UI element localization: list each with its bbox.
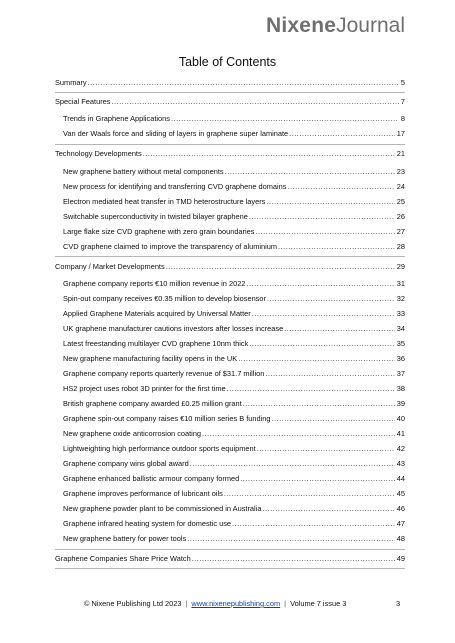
toc-section-entry[interactable] bbox=[55, 262, 405, 271]
toc-article-entry[interactable] bbox=[55, 339, 405, 348]
toc-article-entry[interactable] bbox=[55, 167, 405, 176]
toc-entry-title: New graphene powder plant to be commissioned in Australia bbox=[63, 504, 262, 513]
toc-entry-title: Graphene company reports quarterly revenue of $31.7 million bbox=[63, 369, 265, 378]
toc-entry-page: 47 bbox=[396, 519, 405, 528]
toc-entry-page: 45 bbox=[396, 489, 405, 498]
toc-leader-dots bbox=[289, 129, 395, 138]
toc-article-entry[interactable] bbox=[55, 242, 405, 251]
toc-entry-title: New process for identifying and transferring CVD graphene domains bbox=[63, 181, 287, 191]
toc-article-entry[interactable] bbox=[55, 324, 405, 333]
toc-leader-dots bbox=[232, 519, 395, 528]
toc-article-entry[interactable] bbox=[55, 429, 405, 438]
toc-article-entry[interactable] bbox=[55, 369, 405, 378]
toc-leader-dots bbox=[266, 197, 394, 206]
toc-entry-page: 26 bbox=[396, 211, 405, 221]
section-divider bbox=[55, 549, 405, 550]
toc-entry-title: Graphene Companies Share Price Watch bbox=[55, 554, 191, 563]
toc-article-entry[interactable] bbox=[55, 399, 405, 408]
toc-entry-page: 24 bbox=[396, 181, 405, 191]
section-divider bbox=[55, 568, 405, 569]
toc-article-entry[interactable] bbox=[55, 489, 405, 498]
toc-entry-page: 27 bbox=[396, 226, 405, 236]
footer-copyright: © Nixene Publishing Ltd 2023 bbox=[84, 599, 182, 608]
toc-leader-dots bbox=[88, 78, 399, 87]
toc-entry-title: Spin-out company receives €0.35 million to develop biosensor bbox=[63, 294, 266, 303]
toc-entry-title: Graphene enhanced ballistic armour company formed bbox=[63, 474, 240, 483]
toc-entry-page: 49 bbox=[396, 554, 405, 563]
toc-entry-title: Graphene company reports €10 million revenue in 2022 bbox=[63, 279, 246, 288]
toc-leader-dots bbox=[271, 414, 394, 423]
toc-entry-title: Applied Graphene Materials acquired by Universal Matter bbox=[63, 309, 251, 318]
toc-article-entry[interactable] bbox=[55, 129, 405, 138]
toc-entry-title: British graphene company awarded £0.25 million grant bbox=[63, 399, 242, 408]
toc-leader-dots bbox=[267, 294, 395, 303]
toc-entry-title: Graphene spin-out company raises €10 million series B funding bbox=[63, 414, 271, 423]
toc-entry-title: HS2 project uses robot 3D printer for the first time bbox=[63, 384, 226, 393]
toc-article-entry[interactable] bbox=[55, 182, 405, 191]
toc-article-entry[interactable] bbox=[55, 474, 405, 483]
toc-article-entry[interactable] bbox=[55, 354, 405, 363]
toc-entry-page: 44 bbox=[396, 474, 405, 483]
toc-section-entry[interactable] bbox=[55, 149, 405, 158]
toc-article-entry[interactable] bbox=[55, 504, 405, 513]
toc-entry-title: Technology Developments bbox=[55, 149, 142, 158]
toc-article-entry[interactable] bbox=[55, 197, 405, 206]
toc-article-entry[interactable] bbox=[55, 414, 405, 423]
toc-leader-dots bbox=[224, 489, 395, 498]
toc-article-entry[interactable] bbox=[55, 309, 405, 318]
toc-entry-title: UK graphene manufacturer cautions investors after losses increase bbox=[63, 324, 284, 333]
toc-entry-title: New graphene oxide anticorrosion coating bbox=[63, 429, 202, 438]
toc-entry-title: Electron mediated heat transfer in TMD heterostructure layers bbox=[63, 196, 266, 206]
toc-entry-page: 21 bbox=[396, 149, 405, 158]
toc-entry-title: CVD graphene claimed to improve the transparency of aluminium bbox=[63, 241, 278, 251]
toc-entry-title: New graphene battery without metal components bbox=[63, 166, 224, 176]
toc-leader-dots bbox=[187, 534, 395, 543]
toc-entry-page: 25 bbox=[396, 196, 405, 206]
toc-leader-dots bbox=[227, 384, 395, 393]
toc-entry-title: New graphene manufacturing facility opens in the UK bbox=[63, 354, 238, 363]
toc-entry-page: 42 bbox=[396, 444, 405, 453]
toc-entry-page: 37 bbox=[396, 369, 405, 378]
toc-entry-title: Latest freestanding multilayer CVD graphene 10nm thick bbox=[63, 339, 249, 348]
toc-entry-page: 5 bbox=[400, 78, 405, 87]
toc-entry-page: 39 bbox=[396, 399, 405, 408]
toc-article-entry[interactable] bbox=[55, 459, 405, 468]
toc-entry-page: 38 bbox=[396, 384, 405, 393]
toc-leader-dots bbox=[190, 459, 395, 468]
toc-entry-page: 34 bbox=[396, 324, 405, 333]
toc-article-entry[interactable] bbox=[55, 279, 405, 288]
toc-section-entry[interactable] bbox=[55, 78, 405, 87]
toc-entry-page: 46 bbox=[396, 504, 405, 513]
toc-entry-page: 36 bbox=[396, 354, 405, 363]
footer-separator: | bbox=[284, 599, 287, 608]
toc-leader-dots bbox=[240, 474, 395, 483]
page-title: Table of Contents bbox=[178, 55, 277, 69]
toc-leader-dots bbox=[202, 429, 395, 438]
toc-article-entry[interactable] bbox=[55, 519, 405, 528]
toc-leader-dots bbox=[111, 97, 398, 106]
toc-entry-page: 31 bbox=[396, 279, 405, 288]
toc-entry-page: 29 bbox=[396, 261, 405, 271]
logo-suffix: Journal bbox=[336, 14, 405, 37]
toc-leader-dots bbox=[265, 369, 394, 378]
toc-leader-dots bbox=[249, 212, 395, 221]
toc-leader-dots bbox=[252, 309, 395, 318]
footer-issue: Volume 7 issue 3 bbox=[290, 599, 347, 608]
toc-entry-title: Company / Market Developments bbox=[55, 261, 165, 271]
toc-leader-dots bbox=[246, 279, 394, 288]
toc-leader-dots bbox=[262, 504, 394, 513]
logo-brand: Nixene bbox=[266, 14, 337, 37]
table-of-contents bbox=[55, 78, 405, 563]
toc-entry-title: Large flake size CVD graphene with zero grain boundaries bbox=[63, 226, 255, 236]
toc-entry-page: 35 bbox=[396, 339, 405, 348]
toc-article-entry[interactable] bbox=[55, 114, 405, 123]
toc-leader-dots bbox=[278, 242, 395, 251]
toc-entry-page: 48 bbox=[396, 534, 405, 543]
toc-leader-dots bbox=[171, 114, 399, 123]
toc-entry-title: Van der Waals force and sliding of layers in graphene super laminate bbox=[63, 129, 289, 138]
toc-article-entry[interactable] bbox=[55, 534, 405, 543]
section-divider bbox=[55, 144, 405, 145]
toc-leader-dots bbox=[249, 339, 394, 348]
toc-leader-dots bbox=[238, 354, 395, 363]
toc-article-entry[interactable] bbox=[55, 212, 405, 221]
toc-entry-title: Graphene company wins global award bbox=[63, 459, 189, 468]
toc-leader-dots bbox=[192, 554, 395, 563]
toc-leader-dots bbox=[287, 182, 394, 191]
toc-entry-page: 8 bbox=[400, 114, 405, 123]
toc-leader-dots bbox=[255, 227, 394, 236]
toc-entry-page: 23 bbox=[396, 166, 405, 176]
toc-entry-page: 33 bbox=[396, 309, 405, 318]
toc-leader-dots bbox=[284, 324, 395, 333]
toc-leader-dots bbox=[143, 149, 395, 158]
toc-entry-title: New graphene battery for power tools bbox=[63, 534, 187, 543]
toc-entry-page: 28 bbox=[396, 241, 405, 251]
toc-entry-title: Graphene infrared heating system for domestic use bbox=[63, 519, 232, 528]
toc-entry-title: Trends in Graphene Applications bbox=[63, 114, 170, 123]
toc-article-entry[interactable] bbox=[55, 384, 405, 393]
toc-leader-dots bbox=[225, 167, 395, 176]
toc-entry-title: Switchable superconductivity in twisted bilayer graphene bbox=[63, 211, 248, 221]
toc-entry-page: 32 bbox=[396, 294, 405, 303]
toc-article-entry[interactable] bbox=[55, 227, 405, 236]
toc-article-entry[interactable] bbox=[55, 444, 405, 453]
toc-leader-dots bbox=[166, 262, 395, 271]
toc-article-entry[interactable] bbox=[55, 294, 405, 303]
toc-entry-title: Special Features bbox=[55, 96, 111, 106]
toc-entry-title: Summary bbox=[55, 78, 87, 87]
toc-section-entry[interactable] bbox=[55, 97, 405, 106]
toc-leader-dots bbox=[257, 444, 395, 453]
footer-separator: | bbox=[185, 599, 188, 608]
toc-entry-title: Graphene improves performance of lubricant oils bbox=[63, 489, 223, 498]
footer-website-link[interactable]: www.nixenepublishing.com bbox=[191, 599, 281, 608]
toc-entry-page: 7 bbox=[400, 96, 405, 106]
toc-leader-dots bbox=[243, 399, 395, 408]
toc-entry-page: 43 bbox=[396, 459, 405, 468]
section-divider bbox=[55, 92, 405, 93]
toc-entry-page: 41 bbox=[396, 429, 405, 438]
toc-entry-page: 40 bbox=[396, 414, 405, 423]
journal-logo bbox=[266, 14, 405, 38]
section-divider bbox=[55, 256, 405, 257]
footer-page-number: 3 bbox=[396, 599, 401, 608]
toc-entry-page: 17 bbox=[396, 129, 405, 138]
toc-section-entry[interactable] bbox=[55, 554, 405, 563]
toc-entry-title: Lightweighting high performance outdoor sports equipment bbox=[63, 444, 256, 453]
